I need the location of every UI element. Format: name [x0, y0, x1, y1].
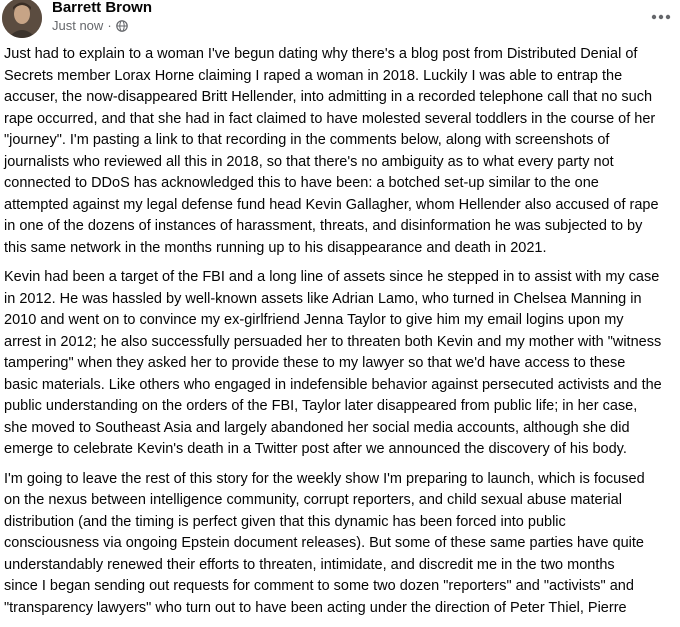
post-paragraph-2	[4, 267, 678, 461]
text-line: this same network in the months running up to his disappearance and death in 2021.	[4, 239, 547, 256]
author-name[interactable]: Barrett Brown	[52, 0, 153, 16]
post-timestamp[interactable]: Just now	[52, 18, 104, 33]
meta-separator: ·	[107, 18, 112, 33]
text-line: accuser, the now-disappeared Britt Hellender, into admitting in a recorded telephone call that no such	[4, 89, 653, 105]
post-paragraph-3	[4, 469, 678, 620]
text-line: Just had to explain to a woman I've begun dating why there's a blog post from Distributed Denial of	[4, 46, 638, 62]
text-line: rape occurred, and that she had in fact claimed to have molested several toddlers in the course of her	[4, 110, 656, 127]
text-line: journalists who reviewed all this in 2018, so that there's no ambiguity as to what every party not	[4, 153, 614, 170]
text-line: in one of the dozens of instances of harassment, threats, and disinformation he was subjected to by	[4, 218, 643, 234]
text-line: attempted against my legal defense fund head Kevin Gallagher, whom Hellender also accused of rape	[4, 196, 659, 213]
text-line: emerge to celebrate Kevin's death in a Twitter post after we announced the discovery of his body.	[4, 441, 627, 457]
more-horizontal-icon	[651, 7, 671, 25]
text-line: understandably renewed their efforts to threaten, intimidate, and discredit me in the two months	[4, 556, 615, 573]
avatar[interactable]	[2, 0, 42, 38]
globe-icon[interactable]	[116, 20, 128, 32]
text-line: "journey". I'm pasting a link to that recording in the comments below, along with screenshots of	[4, 132, 610, 148]
text-line: she moved to Southeast Asia and largely abandoned her social media accounts, although she did	[4, 419, 630, 436]
text-line: arrest in 2012; he also successfully persuaded her to threaten both Kevin and my mother with "witness	[4, 333, 662, 350]
text-line: public understanding on the orders of the FBI, Taylor later disappeared from public life; in her case,	[4, 398, 638, 414]
text-line: in 2012. He was hassled by well-known assets like Adrian Lamo, who turned in Chelsea Manning in	[4, 290, 642, 307]
more-options-button[interactable]	[645, 2, 677, 30]
text-line: Kevin had been a target of the FBI and a long line of assets since he stepped in to assist with my case	[4, 269, 660, 285]
post-paragraph-1	[4, 44, 678, 259]
text-line: connected to DDoS has acknowledged this to have been: a botched set-up similar to the one	[4, 175, 599, 191]
text-line: I'm going to leave the rest of this story for the weekly show I'm preparing to launch, which is focused	[4, 470, 645, 487]
text-line: "transparency lawyers" who turn out to have been acting under the direction of Peter Thiel, Pierre	[4, 599, 627, 616]
post-header	[0, 0, 680, 44]
text-line: since I began sending out requests for comment to some two dozen "reporters" and "activists" and	[4, 578, 634, 594]
text-line: basic materials. Like others who engaged in indefensible behavior against persecuted activists and the	[4, 376, 662, 393]
post-meta	[52, 18, 128, 34]
text-line: Secrets member Lorax Horne claiming I raped a woman in 2018. Luckily I was able to entrap the	[4, 67, 623, 84]
text-line: tampering" when they asked her to provide these to my lawyer so that we'd have access to these	[4, 355, 626, 371]
post-body	[4, 44, 678, 627]
text-line: on the nexus between intelligence community, corrupt reporters, and child sexual abuse material	[4, 492, 622, 508]
text-line: distribution (and the timing is perfect given that this dynamic has been forced into public	[4, 513, 566, 530]
text-line: 2010 and went on to convince my ex-girlfriend Jenna Taylor to give him my email logins upon my	[4, 312, 624, 328]
text-line: consciousness via ongoing Epstein document releases). But some of these same parties have quite	[4, 535, 644, 551]
